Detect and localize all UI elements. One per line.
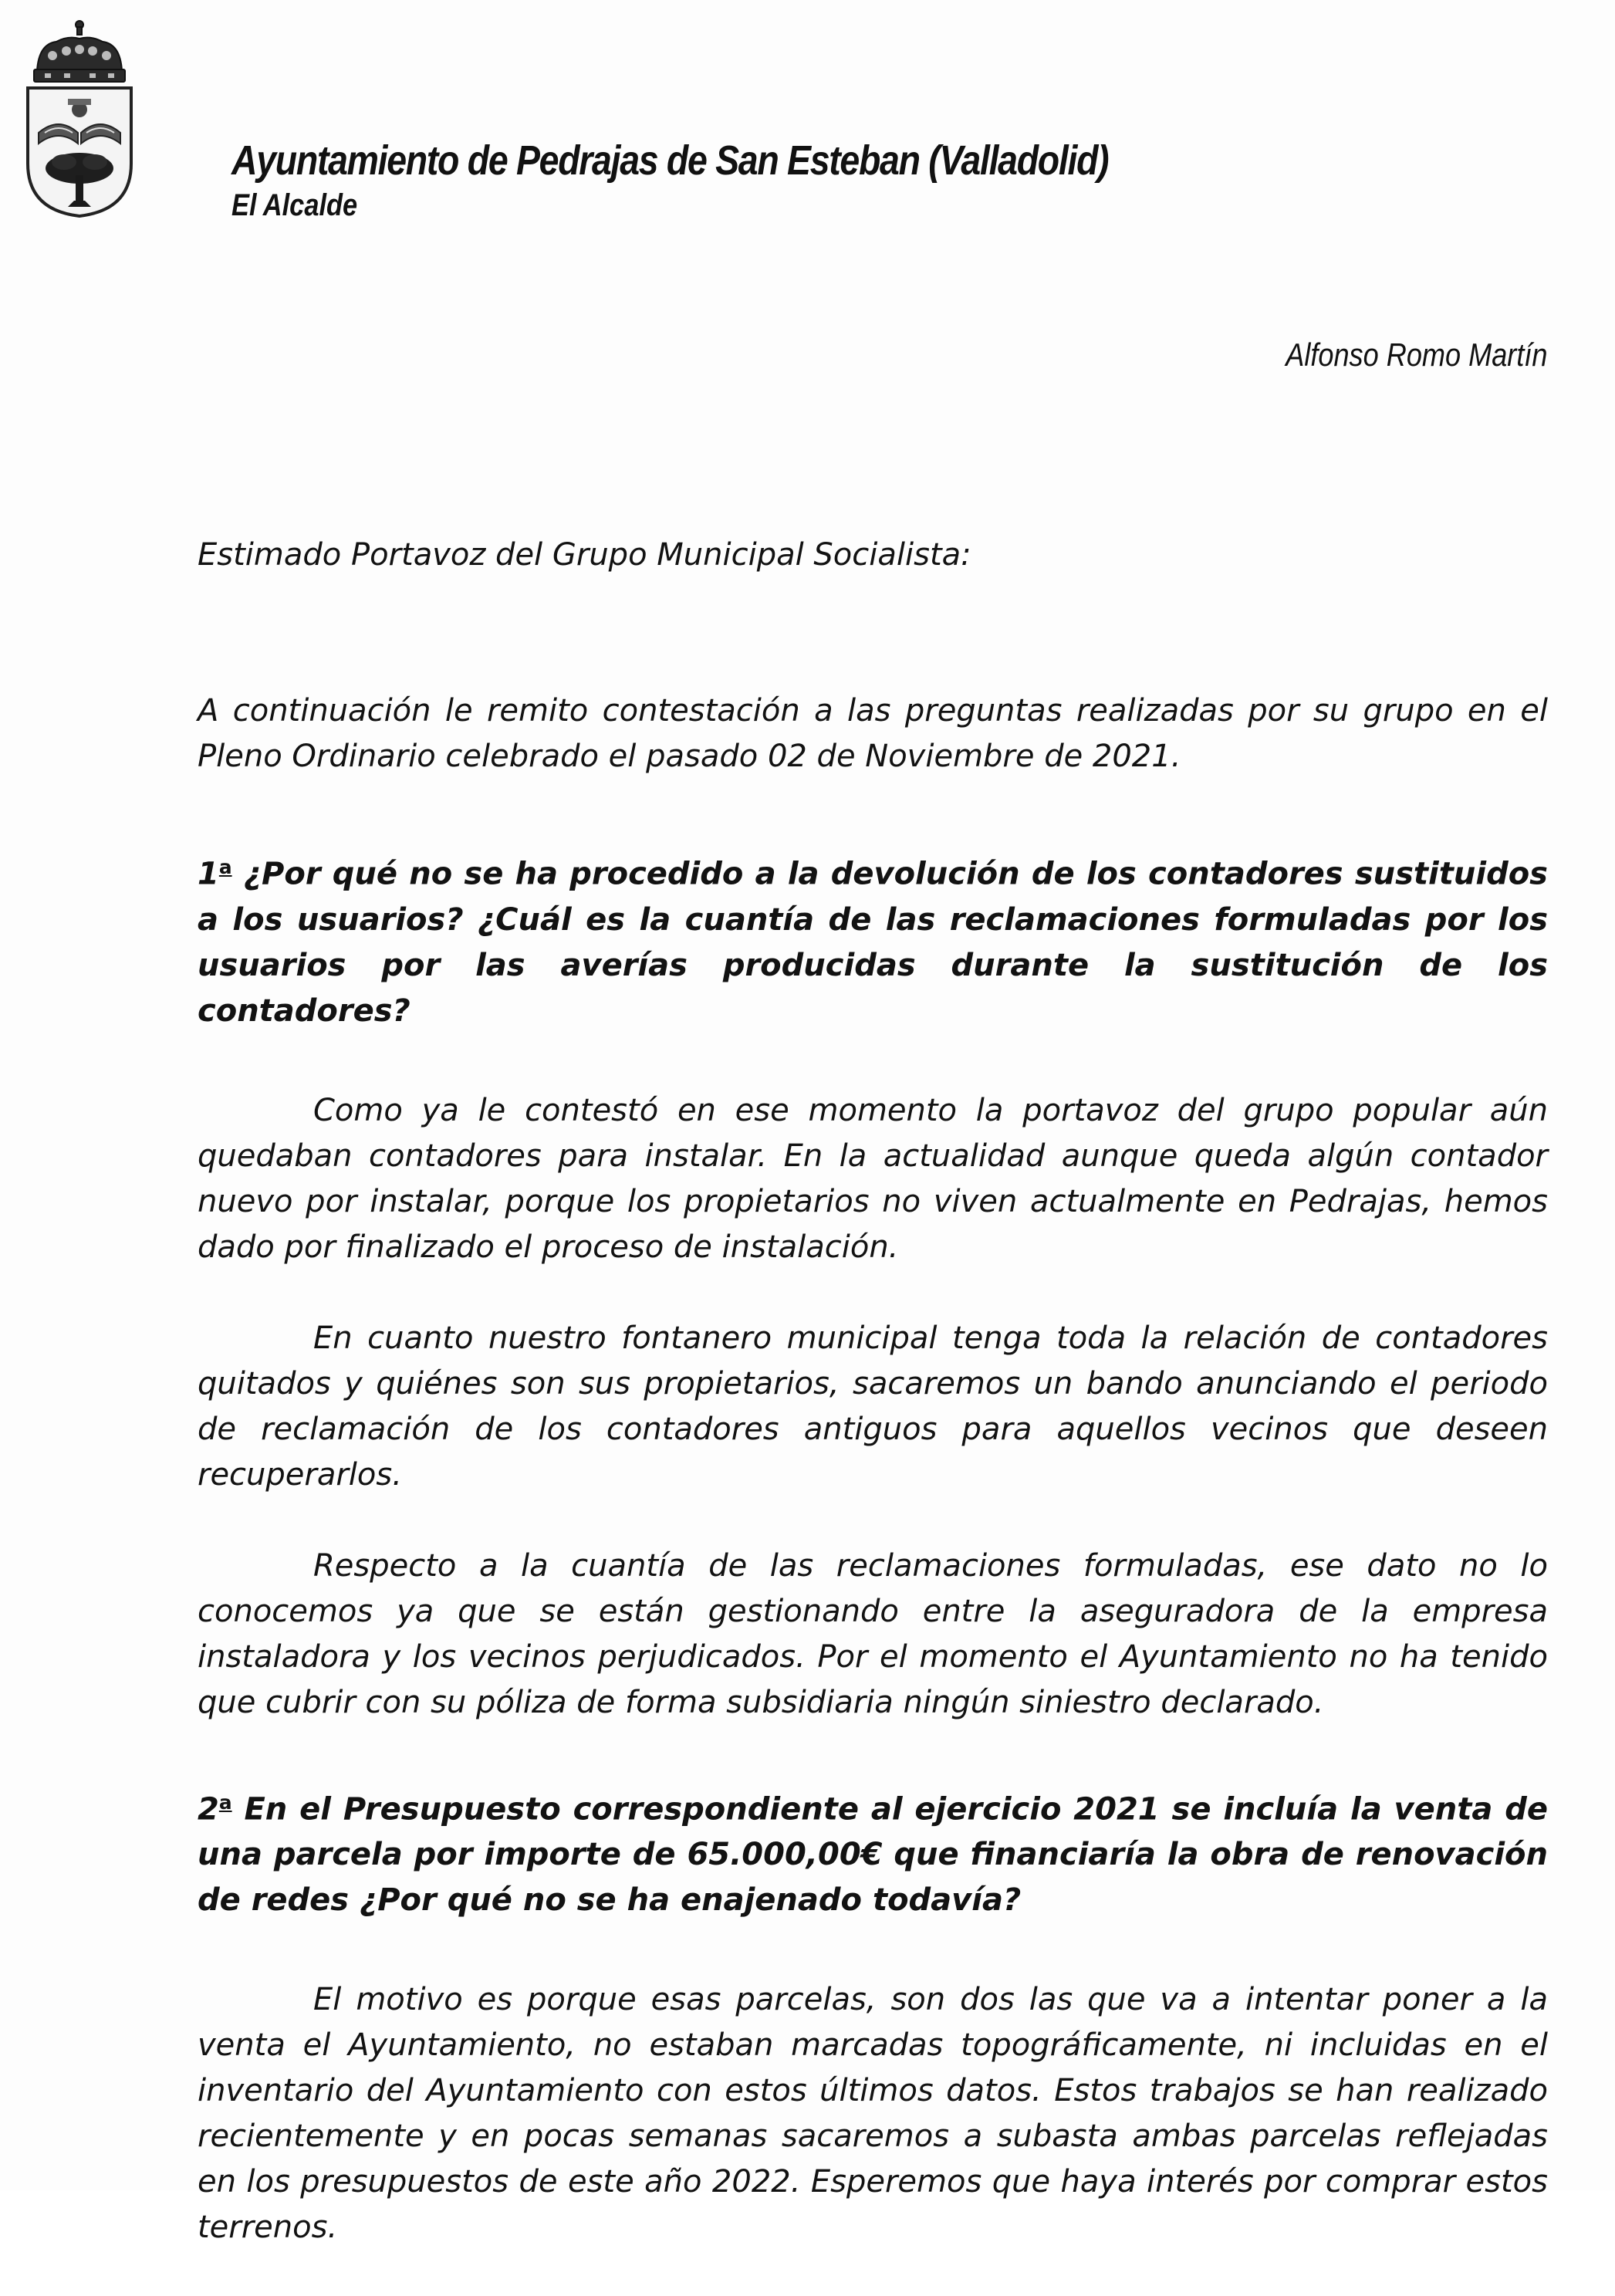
- organization-name: Ayuntamiento de Pedrajas de San Esteban (Valladolid): [231, 137, 1109, 184]
- answer-paragraph: Como ya le contestó en ese momento la portavoz del grupo popular aún quedaban contadores para instalar. En la actualidad aunque queda algún contador nuevo por instalar, porque los propietarios no viven actualmente en Pedrajas, hemos dado por finalizado el proceso de instalación.: [198, 1092, 1548, 1265]
- intro-paragraph: A continuación le remito contestación a las preguntas realizadas por su grupo en el Pleno Ordinario celebrado el pasado 02 de Noviembre de 2021.: [198, 693, 1548, 774]
- author-role: El Alcalde: [231, 188, 358, 222]
- ordinal-marker: a: [218, 856, 232, 878]
- question-number: 1: [198, 856, 219, 892]
- greeting: Estimado Portavoz del Grupo Municipal Socialista:: [198, 537, 971, 573]
- answer-paragraph: Respecto a la cuantía de las reclamaciones formuladas, ese dato no lo conocemos ya que se están gestionando entre la aseguradora de la empresa instaladora y los vecinos perjudicados. Por el momento el Ayuntamiento no ha tenido que cubrir con su póliza de forma subsidiaria ningún siniestro declarado.: [198, 1547, 1548, 1720]
- answer-paragraph: En cuanto nuestro fontanero municipal tenga toda la relación de contadores quitados y quiénes son sus propietarios, sacaremos un bando anunciando el periodo de reclamación de los contadores antiguos para aquellos vecinos que deseen recuperarlos.: [198, 1320, 1548, 1493]
- question-text: ¿Por qué no se ha procedido a la devolución de los contadores sustituidos a los usuarios? ¿Cuál es la cuantía de las reclamaciones formuladas por los usuarios por las averías producidas durante la sustitución de los contadores?: [198, 856, 1548, 1029]
- signer-name: Alfonso Romo Martín: [1285, 336, 1547, 373]
- answer-paragraph: El motivo es porque esas parcelas, son dos las que va a intentar poner a la venta el Ayuntamiento, no estaban marcadas topográficamente, ni incluidas en el inventario del Ayuntamiento con estos últimos datos. Estos trabajos se han realizado recientemente y en pocas semanas sacaremos a subasta ambas parcelas reflejadas en los presupuestos de este año 2022. Esperemos que haya interés por comprar estos terrenos.: [198, 1982, 1548, 2246]
- question-2: [198, 1780, 1548, 1924]
- letter-body: [198, 533, 1548, 2296]
- question-number: 2: [198, 1791, 219, 1828]
- question-text: En el Presupuesto correspondiente al ejercicio 2021 se incluía la venta de una parcela por importe de 65.000,00€ que financiaría la obra de renovación de redes ¿Por qué no se ha enajenado todavía?: [198, 1791, 1548, 1919]
- ordinal-marker: a: [218, 1790, 232, 1814]
- question-1: [198, 844, 1548, 1034]
- letterhead: [231, 137, 1312, 224]
- coat-of-arms-icon: [22, 17, 137, 219]
